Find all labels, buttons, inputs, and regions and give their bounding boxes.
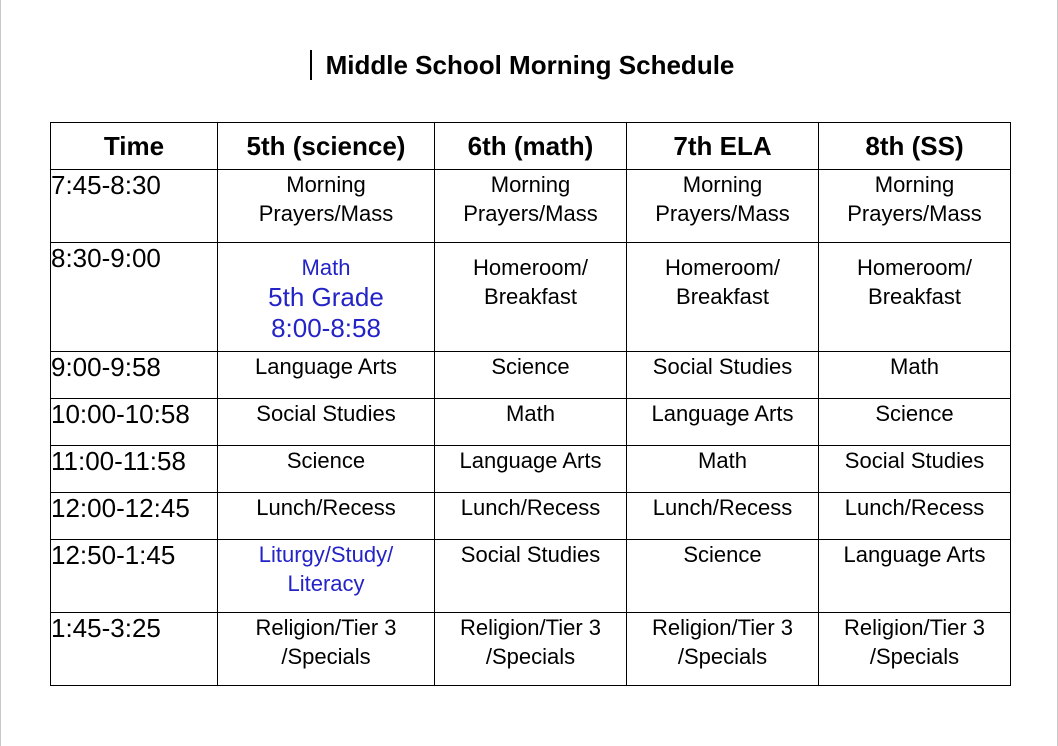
cell-text: Morning [682,172,763,197]
class-cell[interactable] [218,170,435,243]
cell-text: Science [491,354,570,379]
cell-text: Morning [286,172,366,197]
cell-text: Social Studies [844,448,985,473]
header-time[interactable]: Time [51,123,218,170]
class-cell[interactable] [819,352,1011,399]
cell-text: Prayers/Mass [463,201,598,226]
class-cell[interactable] [819,170,1011,243]
time-cell[interactable]: 10:00-10:58 [51,399,218,446]
class-cell[interactable] [819,540,1011,613]
class-cell[interactable] [435,446,627,493]
cell-text: Lunch/Recess [652,495,793,520]
cell-text: Prayers/Mass [258,201,394,226]
class-cell[interactable] [627,613,819,686]
class-cell[interactable] [218,613,435,686]
class-cell[interactable] [627,540,819,613]
class-cell[interactable] [627,352,819,399]
class-cell[interactable] [435,243,627,352]
table-row [51,170,1011,243]
table-row [51,446,1011,493]
class-cell-highlighted[interactable] [218,540,435,613]
cell-text: Social Studies [256,401,396,426]
header-row [51,123,1011,170]
cell-text: Social Studies [460,542,601,567]
class-cell-highlighted[interactable] [218,243,435,352]
table-row [51,399,1011,446]
cell-text: Science [683,542,762,567]
schedule-table [50,122,1011,686]
time-cell[interactable]: 9:00-9:58 [51,352,218,399]
cell-text: Homeroom/ [473,255,588,280]
class-cell[interactable] [627,446,819,493]
cell-text: Breakfast [868,284,961,309]
cell-text: Lunch/Recess [844,495,985,520]
class-cell[interactable] [819,493,1011,540]
cell-text: Language Arts [255,354,397,379]
class-cell[interactable] [435,352,627,399]
cell-text: Prayers/Mass [847,201,982,226]
class-cell[interactable] [218,352,435,399]
cell-text: Morning [874,172,955,197]
cell-text: /Specials [281,644,371,669]
table-row [51,540,1011,613]
table-row [51,243,1011,352]
class-cell[interactable] [627,399,819,446]
cell-text: Social Studies [652,354,793,379]
cell-text: Homeroom/ [665,255,780,280]
class-cell[interactable] [819,613,1011,686]
cell-text: /Specials [485,644,576,669]
header-7th[interactable]: 7th ELA [627,123,819,170]
cell-text: Lunch/Recess [256,495,396,520]
cell-text: Language Arts [843,542,986,567]
cell-text: /Specials [869,644,960,669]
class-cell[interactable] [627,170,819,243]
class-cell[interactable] [435,613,627,686]
cell-text: Literacy [287,571,365,596]
header-5th[interactable]: 5th (science) [218,123,435,170]
cell-text: 8:00-8:58 [271,313,381,343]
table-row [51,613,1011,686]
cell-text: Homeroom/ [857,255,972,280]
cell-text: Breakfast [676,284,769,309]
table-row [51,352,1011,399]
cell-text: Math [506,401,555,426]
class-cell[interactable] [218,399,435,446]
header-8th[interactable]: 8th (SS) [819,123,1011,170]
cell-text: Math [698,448,747,473]
document-title[interactable]: Middle School Morning Schedule [325,50,735,80]
time-cell[interactable]: 11:00-11:58 [51,446,218,493]
class-cell[interactable] [218,446,435,493]
cell-text: Math [301,255,351,280]
class-cell[interactable] [627,243,819,352]
class-cell[interactable] [627,493,819,540]
cell-text: Prayers/Mass [655,201,790,226]
class-cell[interactable] [819,243,1011,352]
time-cell[interactable]: 12:00-12:45 [51,493,218,540]
cell-text: Religion/Tier 3 [459,615,602,640]
class-cell[interactable] [819,399,1011,446]
time-cell[interactable]: 1:45-3:25 [51,613,218,686]
class-cell[interactable] [435,399,627,446]
class-cell[interactable] [435,540,627,613]
cell-text: Math [890,354,939,379]
cell-text: Religion/Tier 3 [843,615,986,640]
class-cell[interactable] [218,493,435,540]
class-cell[interactable] [819,446,1011,493]
cell-text: Morning [490,172,571,197]
header-6th[interactable]: 6th (math) [435,123,627,170]
cell-text: 5th Grade [268,282,384,312]
cell-text: Language Arts [459,448,602,473]
cell-text: Religion/Tier 3 [651,615,794,640]
cell-text: Science [286,448,366,473]
class-cell[interactable] [435,493,627,540]
cell-text: Science [875,401,954,426]
time-cell[interactable]: 8:30-9:00 [51,243,218,352]
cell-text: Liturgy/Study/ [258,542,394,567]
cell-text: Breakfast [484,284,577,309]
cell-text: Religion/Tier 3 [255,615,397,640]
class-cell[interactable] [435,170,627,243]
cell-text: Language Arts [651,401,794,426]
cell-text: Lunch/Recess [460,495,601,520]
time-cell[interactable]: 7:45-8:30 [51,170,218,243]
time-cell[interactable]: 12:50-1:45 [51,540,218,613]
table-row [51,493,1011,540]
cell-text: /Specials [677,644,768,669]
